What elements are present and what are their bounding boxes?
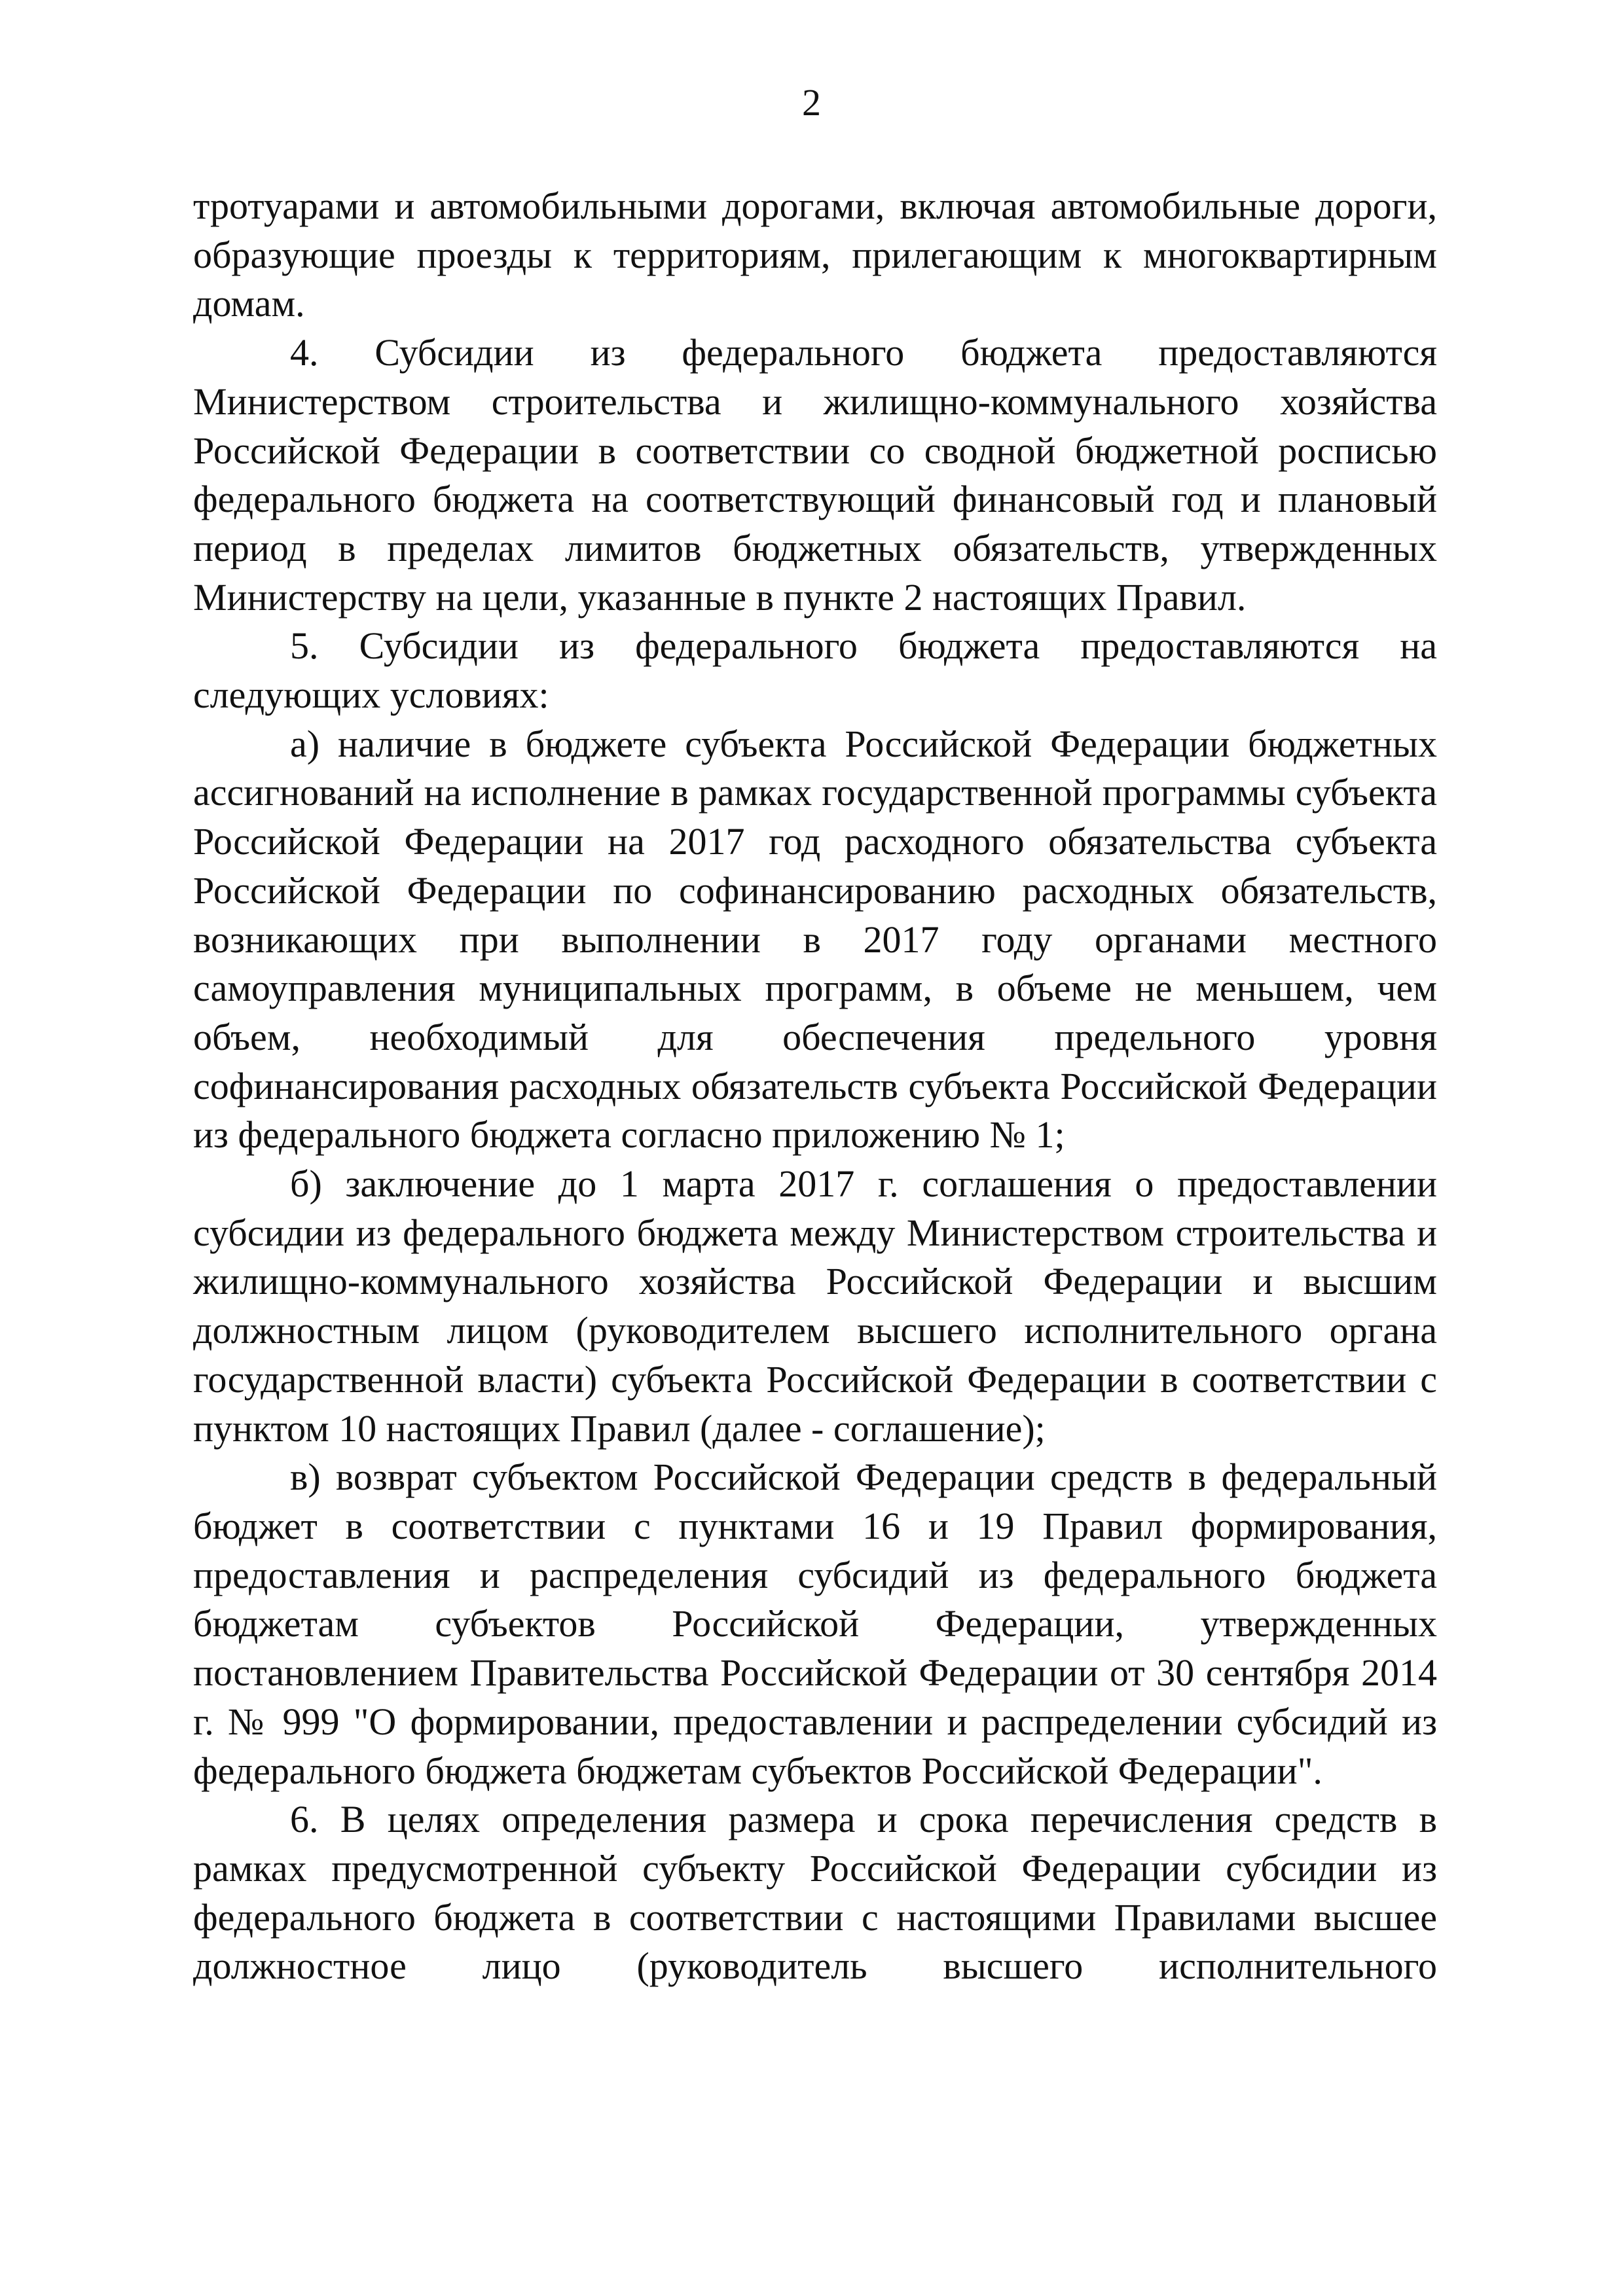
paragraph-clause-6: 6. В целях определения размера и срока перечисления средств в рамках предусмотренной субъекту Российской Федерации субсидии из федерального бюджета в соответствии с настоящими Правилами высшее должностное лицо (руководитель высшего исполнительного — [193, 1798, 1437, 1988]
paragraph-clause-5: 5. Субсидии из федерального бюджета предоставляются на следующих условиях: — [193, 624, 1437, 717]
paragraph-clause-5a: а) наличие в бюджете субъекта Российской Федерации бюджетных ассигнований на исполнение в рамках государственной программы субъекта Российской Федерации на 2017 год расходного обязательства субъекта Российской Федерации по софинансированию расходных обязательств, возникающих при выполнении в 2017 году органами местного самоуправления муниципальных программ, в объеме не меньшем, чем объем, необходимый для обеспечения предельного уровня софинансирования расходных обязательств субъекта Российской Федерации из федерального бюджета согласно приложению № 1; — [193, 722, 1437, 1157]
document-body — [193, 182, 1437, 1991]
paragraph-clause-5b: б) заключение до 1 марта 2017 г. соглашения о предоставлении субсидии из федерального бюджета между Министерством строительства и жилищно-коммунального хозяйства Российской Федерации и высшим должностным лицом (руководителем высшего исполнительного органа государственной власти) субъекта Российской Федерации в соответствии с пунктом 10 настоящих Правил (далее - соглашение); — [193, 1162, 1437, 1450]
page-number: 2 — [802, 81, 821, 124]
paragraph-continuation: тротуарами и автомобильными дорогами, включая автомобильные дороги, образующие проезды к территориям, прилегающим к многоквартирным домам. — [193, 185, 1437, 325]
paragraph-clause-4: 4. Субсидии из федерального бюджета предоставляются Министерством строительства и жилищно-коммунального хозяйства Российской Федерации в соответствии со сводной бюджетной росписью федерального бюджета на соответствующий финансовый год и плановый период в пределах лимитов бюджетных обязательств, утвержденных Министерству на цели, указанные в пункте 2 настоящих Правил. — [193, 331, 1437, 619]
paragraph-clause-5v: в) возврат субъектом Российской Федерации средств в федеральный бюджет в соответствии с пунктами 16 и 19 Правил формирования, предоставления и распределения субсидий из федерального бюджета бюджетам субъектов Российской Федерации, утвержденных постановлением Правительства Российской Федерации от 30 сентября 2014 г. № 999 "О формировании, предоставлении и распределении субсидий из федерального бюджета бюджетам субъектов Российской Федерации". — [193, 1456, 1437, 1792]
